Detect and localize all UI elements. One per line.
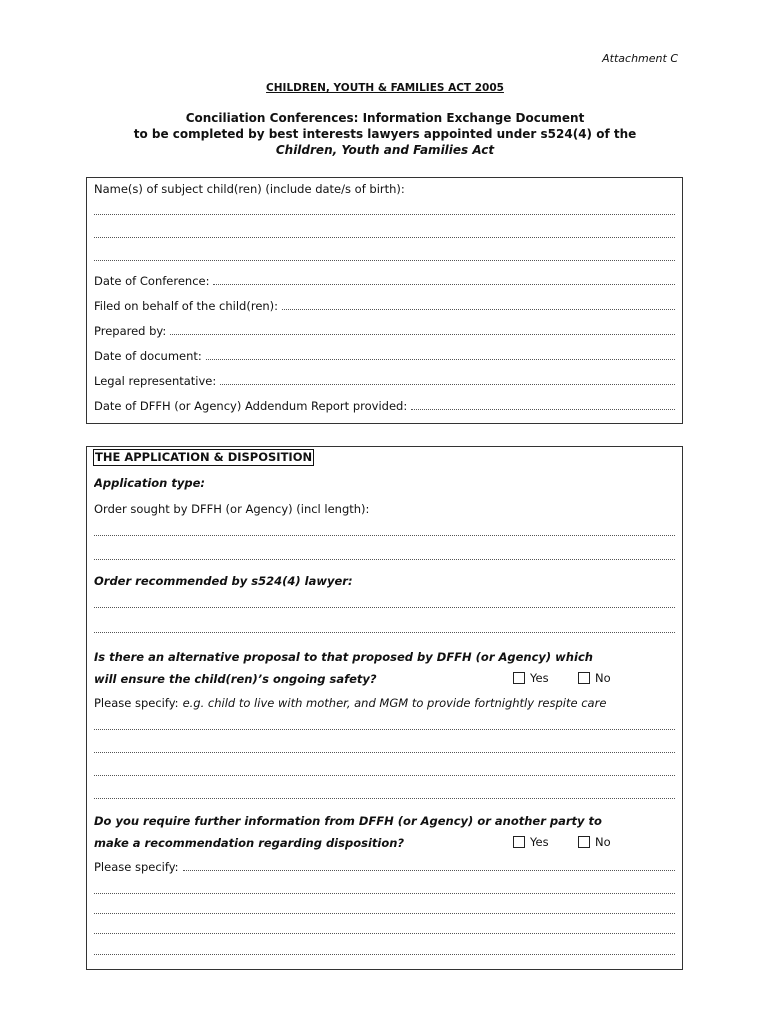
further-specify-field[interactable] <box>183 870 675 871</box>
alt-specify-line-2[interactable] <box>94 752 675 753</box>
alt-specify-line-3[interactable] <box>94 775 675 776</box>
filed-on-behalf-field[interactable] <box>282 309 675 310</box>
alt-specify-line-4[interactable] <box>94 798 675 799</box>
filed-on-behalf-label: Filed on behalf of the child(ren): <box>94 299 279 313</box>
application-type-label: Application type: <box>94 476 205 490</box>
alt-proposal-question-1: Is there an alternative proposal to that proposed by DFFH (or Agency) which <box>94 650 593 664</box>
please-specify-label: Please specify: <box>94 860 179 874</box>
further-info-question-2: make a recommendation regarding disposition? <box>94 836 405 850</box>
child-names-label: Name(s) of subject child(ren) (include date/s of birth): <box>94 182 405 196</box>
further-info-no[interactable] <box>578 835 611 849</box>
document-heading <box>0 110 770 158</box>
further-info-question-1: Do you require further information from DFFH (or Agency) or another party to <box>94 814 602 828</box>
heading-line-1: Conciliation Conferences: Information Exchange Document <box>185 111 585 125</box>
conference-date-label: Date of Conference: <box>94 274 210 288</box>
alt-proposal-no[interactable] <box>578 671 611 685</box>
alt-proposal-question-2: will ensure the child(ren)’s ongoing safety? <box>94 672 377 686</box>
legal-rep-field[interactable] <box>220 384 675 385</box>
child-names-line-3[interactable] <box>94 260 675 261</box>
checkbox-icon[interactable] <box>513 836 525 848</box>
order-sought-line-1[interactable] <box>94 535 675 536</box>
prepared-by-field[interactable] <box>170 334 675 335</box>
order-recommended-line-2[interactable] <box>94 632 675 633</box>
application-type-row <box>94 476 675 490</box>
heading-line-3: Children, Youth and Families Act <box>275 143 495 157</box>
alt-specify-row <box>94 696 675 710</box>
child-names-row <box>94 182 675 196</box>
child-names-line-2[interactable] <box>94 237 675 238</box>
prepared-by-label: Prepared by: <box>94 324 167 338</box>
legal-rep-label: Legal representative: <box>94 374 217 388</box>
no-label: No <box>595 835 611 849</box>
please-specify-label: Please specify: <box>94 696 179 710</box>
filed-on-behalf-row <box>94 299 675 313</box>
child-names-line-1[interactable] <box>94 214 675 215</box>
section-title: THE APPLICATION & DISPOSITION <box>95 450 313 464</box>
addendum-field[interactable] <box>411 409 675 410</box>
further-specify-line-3[interactable] <box>94 933 675 934</box>
order-sought-row <box>94 502 675 516</box>
further-info-yes[interactable] <box>513 835 549 849</box>
checkbox-icon[interactable] <box>513 672 525 684</box>
heading-line-2: to be completed by best interests lawyers appointed under s524(4) of the <box>133 127 637 141</box>
alt-specify-line-1[interactable] <box>94 729 675 730</box>
yes-label: Yes <box>530 835 549 849</box>
checkbox-icon[interactable] <box>578 836 590 848</box>
conference-date-field[interactable] <box>213 284 675 285</box>
document-date-label: Date of document: <box>94 349 202 363</box>
document-date-field[interactable] <box>206 359 675 360</box>
act-title: CHILDREN, YOUTH & FAMILIES ACT 2005 <box>266 82 504 94</box>
further-specify-row <box>94 860 675 874</box>
conference-date-row <box>94 274 675 288</box>
yes-label: Yes <box>530 671 549 685</box>
addendum-label: Date of DFFH (or Agency) Addendum Report provided: <box>94 399 408 413</box>
attachment-label: Attachment C <box>602 52 678 65</box>
order-sought-label: Order sought by DFFH (or Agency) (incl length): <box>94 502 370 516</box>
prepared-by-row <box>94 324 675 338</box>
checkbox-icon[interactable] <box>578 672 590 684</box>
further-specify-line-1[interactable] <box>94 893 675 894</box>
further-specify-line-4[interactable] <box>94 954 675 955</box>
alt-proposal-yes[interactable] <box>513 671 549 685</box>
application-box <box>86 446 683 970</box>
document-date-row <box>94 349 675 363</box>
no-label: No <box>595 671 611 685</box>
example-text: e.g. child to live with mother, and MGM to provide fortnightly respite care <box>182 696 607 710</box>
details-box <box>86 177 683 424</box>
order-recommended-label: Order recommended by s524(4) lawyer: <box>94 574 353 588</box>
order-sought-line-2[interactable] <box>94 559 675 560</box>
further-specify-line-2[interactable] <box>94 913 675 914</box>
legal-rep-row <box>94 374 675 388</box>
addendum-row <box>94 399 675 413</box>
order-recommended-row <box>94 574 675 588</box>
order-recommended-line-1[interactable] <box>94 607 675 608</box>
